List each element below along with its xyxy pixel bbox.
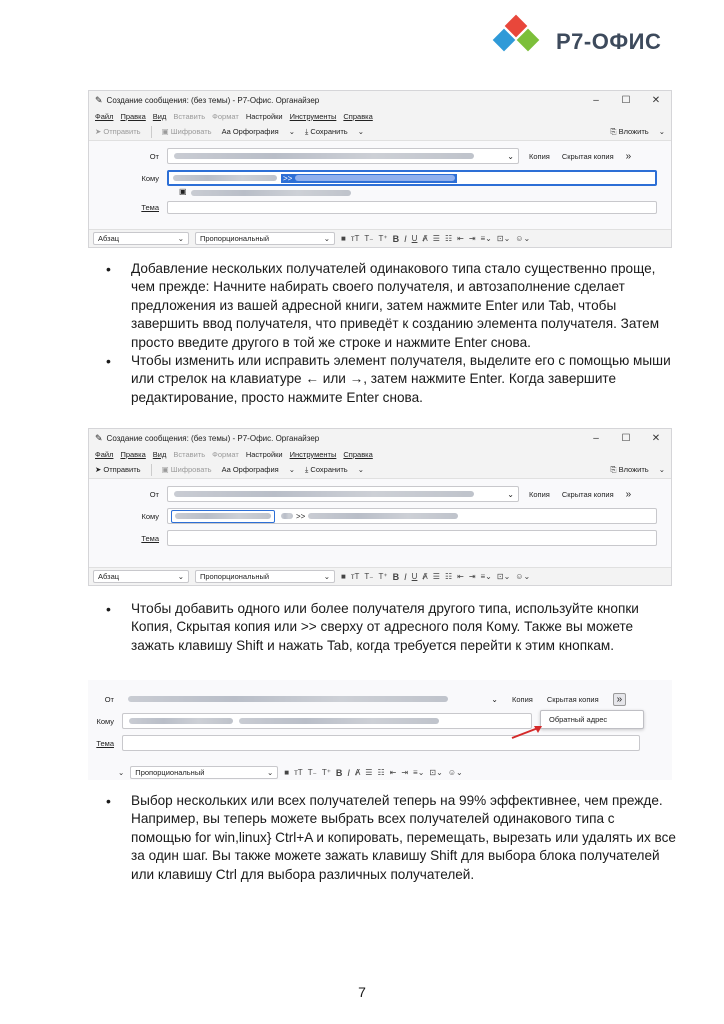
menu-tools[interactable]: Инструменты	[289, 111, 337, 121]
to-row	[89, 505, 671, 527]
more-fields-button[interactable]: »	[625, 488, 632, 500]
pen-icon: ✎	[95, 94, 103, 105]
chevron-down-icon: ⌄	[323, 572, 330, 581]
align-icon[interactable]: ≡⌄	[480, 234, 492, 243]
list-item: • Выбор нескольких или всех получателей теперь на 99% эффективнее, чем прежде. Например, вы теперь можете выбрать всех получателей одинакового типа с помощью for win,linux} Ctrl+A и копировать, перемещать, вырезать или удалять их все за один шаг. Вы также можете зажать клавишу Shift для выбора блока получателей или клавишу Ctrl для выбора различных получателей.	[104, 792, 676, 884]
larger-text-icon[interactable]: T⁺	[378, 234, 388, 243]
menu-tools[interactable]: Инструменты	[289, 449, 337, 459]
subject-row	[89, 527, 671, 549]
bullet-list-icon[interactable]: ☰	[365, 768, 373, 777]
menu-format[interactable]: Формат	[212, 449, 239, 459]
cc-button[interactable]: Копия	[529, 151, 550, 161]
window-titlebar	[89, 91, 671, 109]
from-label: От	[149, 489, 159, 499]
encrypt-button[interactable]: ▣ Шифровать	[161, 465, 212, 474]
format-bar	[118, 766, 463, 779]
font-select[interactable]: Пропорциональный ⌄	[195, 232, 335, 245]
paperclip-icon: ⎘	[610, 464, 619, 474]
outdent-icon[interactable]: ⇤	[457, 234, 464, 243]
format-icons	[341, 572, 530, 582]
r7-office-logo	[490, 12, 672, 72]
to-input[interactable]	[167, 508, 657, 524]
recipient-pill-selected[interactable]	[171, 510, 275, 523]
reply-to-menu-item[interactable]: Обратный адрес	[549, 715, 608, 724]
subject-row	[89, 199, 671, 215]
italic-icon[interactable]: I	[404, 571, 407, 582]
chevron-down-icon: ⌄	[177, 572, 184, 581]
format-bar	[89, 567, 671, 585]
bold-icon[interactable]: B	[392, 571, 400, 582]
download-icon: ⤓	[305, 126, 311, 136]
window-title: Создание сообщения: (без темы) - Р7-Офис. Органайзер	[106, 95, 320, 105]
underline-icon[interactable]: U	[411, 572, 418, 581]
menu-file[interactable]: Файл	[95, 111, 114, 121]
paragraph-select[interactable]: Абзац ⌄	[93, 570, 189, 583]
bullet-list-icon[interactable]: ☰	[432, 572, 440, 581]
bold-icon[interactable]: B	[335, 767, 343, 778]
from-label: От	[104, 694, 114, 704]
menu-help[interactable]: Справка	[343, 449, 373, 459]
attach-dropdown-icon[interactable]: ⌄	[658, 465, 665, 474]
save-button[interactable]: ⤓ Сохранить	[305, 126, 348, 136]
spelling-button[interactable]: Aa Орфография	[221, 127, 279, 136]
emoji-icon[interactable]: ☺⌄	[515, 572, 531, 581]
bcc-button[interactable]: Скрытая копия	[546, 694, 599, 704]
maximize-icon[interactable]: ☐	[621, 432, 631, 444]
font-select[interactable]: Пропорциональный ⌄	[195, 570, 335, 583]
format-icons	[341, 234, 530, 244]
insert-image-icon[interactable]: ⊡⌄	[429, 768, 443, 777]
clear-format-icon[interactable]: Ⱥ	[354, 768, 361, 777]
from-select[interactable]	[167, 148, 519, 164]
subject-label: Тема	[96, 738, 114, 748]
pen-icon: ✎	[95, 432, 103, 443]
outdent-icon[interactable]: ⇤	[389, 768, 397, 777]
chevron-down-icon[interactable]: ⌄	[118, 768, 125, 777]
contact-card-icon: ▣	[179, 187, 187, 196]
download-icon: ⤓	[305, 464, 311, 474]
minimize-icon[interactable]: –	[593, 94, 599, 106]
spelling-button[interactable]: Aa Орфография	[221, 465, 279, 474]
attach-dropdown-icon[interactable]: ⌄	[658, 127, 665, 136]
indent-icon[interactable]: ⇥	[468, 234, 476, 243]
bullet-list-icon[interactable]: ☰	[432, 234, 440, 243]
insert-image-icon[interactable]: ⊡⌄	[496, 234, 511, 243]
reply-to-popup	[540, 710, 644, 729]
larger-text-icon[interactable]: T⁺	[321, 768, 331, 777]
emoji-icon[interactable]: ☺⌄	[447, 768, 463, 777]
text-color-icon[interactable]: ■	[284, 768, 290, 777]
text-color-icon[interactable]: ■	[341, 234, 346, 243]
bcc-button[interactable]: Скрытая копия	[561, 489, 614, 499]
indent-icon[interactable]: ⇥	[468, 572, 476, 581]
recipient-pill[interactable]: >>	[281, 512, 458, 521]
page-number: 7	[358, 984, 366, 1000]
chevron-down-icon: ⌄	[491, 694, 498, 704]
save-dropdown-icon[interactable]: ⌄	[357, 465, 364, 474]
menu-insert[interactable]: Вставить	[173, 449, 206, 459]
toolbar-divider	[151, 464, 152, 476]
send-icon: ➤	[95, 127, 104, 136]
from-row	[89, 145, 671, 167]
format-bar	[89, 229, 671, 247]
outdent-icon[interactable]: ⇤	[457, 572, 464, 581]
toolbar-divider	[151, 126, 152, 138]
subject-input[interactable]	[167, 530, 657, 546]
subject-input[interactable]	[122, 735, 640, 751]
cc-button[interactable]: Копия	[529, 489, 550, 499]
clear-format-icon[interactable]: Ⱥ	[422, 234, 428, 243]
subject-label: Тема	[141, 533, 159, 543]
minimize-icon[interactable]: –	[593, 432, 599, 444]
compose-toolbar	[89, 123, 671, 141]
menu-settings[interactable]: Настройки	[245, 111, 283, 121]
blurred-sender	[174, 153, 474, 159]
smaller-text-icon[interactable]: T₋	[307, 768, 317, 777]
to-input[interactable]	[122, 713, 532, 729]
blurred-sender	[128, 696, 448, 702]
emoji-icon[interactable]: ☺⌄	[515, 234, 531, 243]
compose-toolbar	[89, 461, 671, 479]
autocomplete-suggestion[interactable]	[89, 189, 671, 199]
subject-input[interactable]	[167, 201, 657, 214]
menu-format[interactable]: Формат	[212, 111, 239, 121]
menu-file[interactable]: Файл	[95, 449, 114, 459]
text-color-icon[interactable]: ■	[341, 572, 346, 581]
chevron-down-icon: ⌄	[177, 234, 184, 243]
chevron-down-icon: ⌄	[323, 234, 330, 243]
bold-icon[interactable]: B	[392, 233, 400, 244]
maximize-icon[interactable]: ☐	[621, 94, 631, 106]
format-icons	[284, 768, 462, 778]
to-label: Кому	[141, 511, 159, 521]
font-size-icon[interactable]: ᴛT	[350, 572, 360, 581]
numbered-list-icon[interactable]: ☷	[377, 768, 385, 777]
compose-header-screenshot-3	[88, 680, 672, 780]
smaller-text-icon[interactable]: T₋	[364, 572, 374, 581]
bullet-list-2	[104, 600, 676, 655]
chevron-down-icon: ⌄	[267, 768, 274, 777]
from-label: От	[149, 151, 159, 161]
from-select[interactable]	[167, 486, 519, 502]
window-controls	[581, 433, 671, 444]
logo-diamonds-icon	[490, 14, 550, 70]
cc-button[interactable]: Копия	[512, 694, 533, 704]
align-icon[interactable]: ≡⌄	[413, 768, 425, 777]
encrypt-button[interactable]: ▣ Шифровать	[161, 127, 212, 136]
window-titlebar	[89, 429, 671, 447]
compose-window-screenshot-1	[88, 90, 672, 248]
attach-button[interactable]: ⎘ Вложить	[610, 126, 649, 136]
menu-insert[interactable]: Вставить	[173, 111, 206, 121]
subject-label: Тема	[141, 202, 159, 212]
align-icon[interactable]: ≡⌄	[480, 572, 492, 581]
to-row	[89, 167, 671, 189]
close-icon[interactable]: ✕	[651, 432, 661, 444]
bcc-button[interactable]: Скрытая копия	[561, 151, 614, 161]
close-icon[interactable]: ✕	[651, 94, 661, 106]
smaller-text-icon[interactable]: T₋	[364, 234, 374, 243]
lock-icon: ▣	[161, 465, 171, 474]
font-select[interactable]: Пропорциональный ⌄	[130, 766, 278, 779]
window-title: Создание сообщения: (без темы) - Р7-Офис. Органайзер	[106, 433, 320, 443]
list-item: • Чтобы добавить одного или более получателя другого типа, используйте кнопки Копия, Скрытая копия или >> сверху от адресного поля Кому. Также вы можете зажать клавишу Shift и нажать Tab, когда требуется перейти к этим кнопкам.	[104, 600, 676, 655]
italic-icon[interactable]: I	[347, 767, 350, 778]
to-label: Кому	[141, 173, 159, 183]
more-fields-button[interactable]: »	[625, 150, 632, 162]
larger-text-icon[interactable]: T⁺	[378, 572, 388, 581]
menu-bar	[89, 109, 671, 123]
to-input[interactable]	[167, 170, 657, 186]
send-button[interactable]: ➤ Отправить	[95, 465, 141, 474]
spellcheck-icon: Aa	[221, 465, 233, 474]
more-fields-button[interactable]: »	[613, 693, 627, 706]
recipient-pill[interactable]	[129, 718, 233, 724]
indent-icon[interactable]: ⇥	[401, 768, 409, 777]
blurred-sender	[174, 491, 474, 497]
spellcheck-icon: Aa	[221, 127, 233, 136]
menu-settings[interactable]: Настройки	[245, 449, 283, 459]
clear-format-icon[interactable]: Ⱥ	[422, 572, 428, 581]
lock-icon: ▣	[161, 127, 171, 136]
autocomplete-selection: >>	[281, 174, 457, 183]
attach-button[interactable]: ⎘ Вложить	[610, 464, 649, 474]
list-item: • Добавление нескольких получателей одинакового типа стало существенно проще, чем прежде: Начните набирать своего получателя, и автозаполнение сделает предложения из вашей адресной книги, затем нажмите Enter или Tab, чтобы завершить ввод получателя, что приведёт к созданию элемента получателя. Затем просто введите другого в той же строке и нажмите Enter снова.	[104, 260, 676, 352]
menu-bar	[89, 447, 671, 461]
menu-view[interactable]: Вид	[152, 449, 167, 459]
red-arrow-icon	[508, 722, 548, 742]
from-row	[88, 688, 672, 710]
numbered-list-icon[interactable]: ☷	[444, 234, 453, 243]
chevron-down-icon: ⌄	[507, 489, 514, 499]
paragraph-select[interactable]: Абзац ⌄	[93, 232, 189, 245]
window-controls	[581, 95, 671, 106]
underline-icon[interactable]: U	[411, 234, 418, 243]
spelling-dropdown-icon[interactable]: ⌄	[288, 127, 295, 136]
save-button[interactable]: ⤓ Сохранить	[305, 464, 348, 474]
subject-row	[88, 732, 672, 754]
from-row	[89, 483, 671, 505]
send-icon: ➤	[95, 465, 104, 474]
font-size-icon[interactable]: ᴛT	[294, 768, 303, 777]
logo-text: Р7-ОФИС	[556, 29, 662, 54]
menu-edit[interactable]: Правка	[120, 111, 146, 121]
font-size-icon[interactable]: ᴛT	[350, 234, 360, 243]
from-select[interactable]	[122, 691, 502, 707]
chevron-down-icon: ⌄	[507, 151, 514, 161]
insert-image-icon[interactable]: ⊡⌄	[496, 572, 511, 581]
bullet-list-3	[104, 792, 676, 884]
menu-help[interactable]: Справка	[343, 111, 373, 121]
italic-icon[interactable]: I	[404, 233, 407, 244]
recipient-pill[interactable]	[239, 718, 439, 724]
save-dropdown-icon[interactable]: ⌄	[357, 127, 364, 136]
menu-view[interactable]: Вид	[152, 111, 167, 121]
compose-window-screenshot-2	[88, 428, 672, 586]
recipient-pill[interactable]	[173, 175, 277, 181]
menu-edit[interactable]: Правка	[120, 449, 146, 459]
bullet-list-1	[104, 260, 676, 407]
spelling-dropdown-icon[interactable]: ⌄	[288, 465, 295, 474]
paperclip-icon: ⎘	[610, 126, 619, 136]
list-item: • Чтобы изменить или исправить элемент получателя, выделите его с помощью мыши или стрелок на клавиатуре ← или →, затем нажмите Enter. Когда завершите редактирование, просто нажмите Enter снова.	[104, 352, 676, 407]
to-label: Кому	[96, 716, 114, 726]
numbered-list-icon[interactable]: ☷	[444, 572, 453, 581]
send-button[interactable]: ➤ Отправить	[95, 127, 141, 136]
